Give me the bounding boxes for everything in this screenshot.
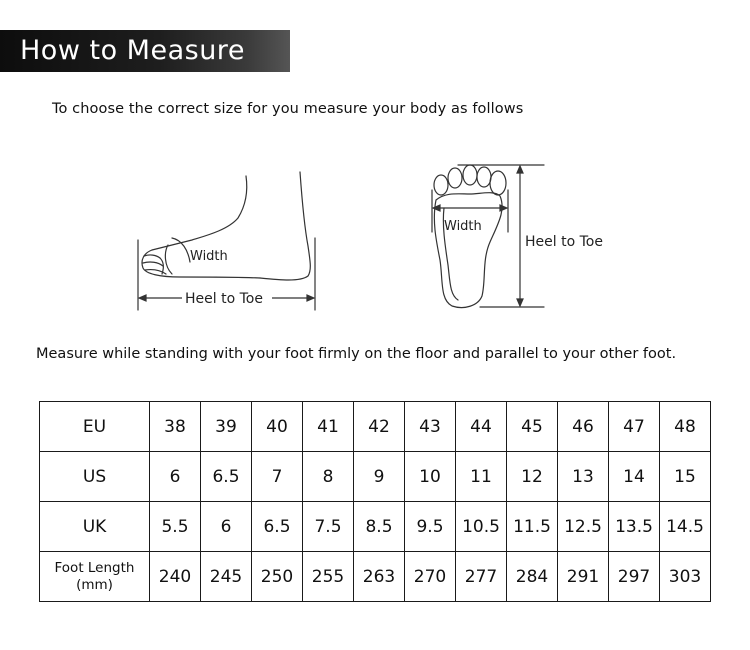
table-cell: 10 [405, 452, 456, 502]
instruction-text: Measure while standing with your foot firmly on the floor and parallel to your other foot. [36, 346, 677, 362]
table-cell: 14.5 [660, 502, 711, 552]
table-cell: 47 [609, 402, 660, 452]
row-label-foot-length [40, 552, 150, 602]
table-cell: 7 [252, 452, 303, 502]
table-cell: 9.5 [405, 502, 456, 552]
table-row-uk [40, 502, 711, 552]
table-cell: 13.5 [609, 502, 660, 552]
table-cell: 297 [609, 552, 660, 602]
table-row-eu [40, 402, 711, 452]
measure-diagram [0, 150, 750, 320]
table-cell: 11.5 [507, 502, 558, 552]
side-width-label: Width [190, 249, 228, 264]
header-banner [0, 30, 290, 72]
table-cell: 39 [201, 402, 252, 452]
foot-length-label-line2: (mm) [76, 576, 113, 593]
table-cell: 13 [558, 452, 609, 502]
sole-heel-to-toe-label: Heel to Toe [525, 234, 603, 250]
row-label-us: US [40, 452, 150, 502]
table-cell: 6.5 [201, 452, 252, 502]
table-cell: 250 [252, 552, 303, 602]
table-row-us [40, 452, 711, 502]
table-cell: 9 [354, 452, 405, 502]
table-cell: 245 [201, 552, 252, 602]
foot-diagram-illustration [0, 150, 750, 320]
table-cell: 284 [507, 552, 558, 602]
side-heel-to-toe-label: Heel to Toe [185, 291, 263, 307]
table-cell: 44 [456, 402, 507, 452]
row-label-uk: UK [40, 502, 150, 552]
row-label-eu: EU [40, 402, 150, 452]
table-cell: 15 [660, 452, 711, 502]
table-cell: 8.5 [354, 502, 405, 552]
table-cell: 38 [150, 402, 201, 452]
table-cell: 10.5 [456, 502, 507, 552]
table-cell: 12 [507, 452, 558, 502]
table-cell: 277 [456, 552, 507, 602]
table-cell: 6 [201, 502, 252, 552]
table-cell: 6 [150, 452, 201, 502]
foot-length-label-line1: Foot Length [54, 559, 135, 576]
table-cell: 263 [354, 552, 405, 602]
table-row-foot-length [40, 552, 711, 602]
table-cell: 270 [405, 552, 456, 602]
table-cell: 46 [558, 402, 609, 452]
table-cell: 42 [354, 402, 405, 452]
table-cell: 7.5 [303, 502, 354, 552]
table-cell: 6.5 [252, 502, 303, 552]
table-cell: 303 [660, 552, 711, 602]
table-cell: 40 [252, 402, 303, 452]
size-chart-table [39, 401, 711, 602]
table-cell: 11 [456, 452, 507, 502]
table-cell: 5.5 [150, 502, 201, 552]
intro-text: To choose the correct size for you measure your body as follows [52, 101, 524, 117]
table-cell: 48 [660, 402, 711, 452]
table-cell: 12.5 [558, 502, 609, 552]
sole-width-label: Width [444, 219, 482, 234]
page-title: How to Measure [20, 35, 245, 66]
table-cell: 45 [507, 402, 558, 452]
table-cell: 41 [303, 402, 354, 452]
table-cell: 255 [303, 552, 354, 602]
table-cell: 8 [303, 452, 354, 502]
table-cell: 240 [150, 552, 201, 602]
foot-side-view-illustration [138, 172, 315, 310]
table-cell: 43 [405, 402, 456, 452]
table-cell: 14 [609, 452, 660, 502]
heel-to-toe-arrow-sole [517, 166, 523, 306]
table-cell: 291 [558, 552, 609, 602]
